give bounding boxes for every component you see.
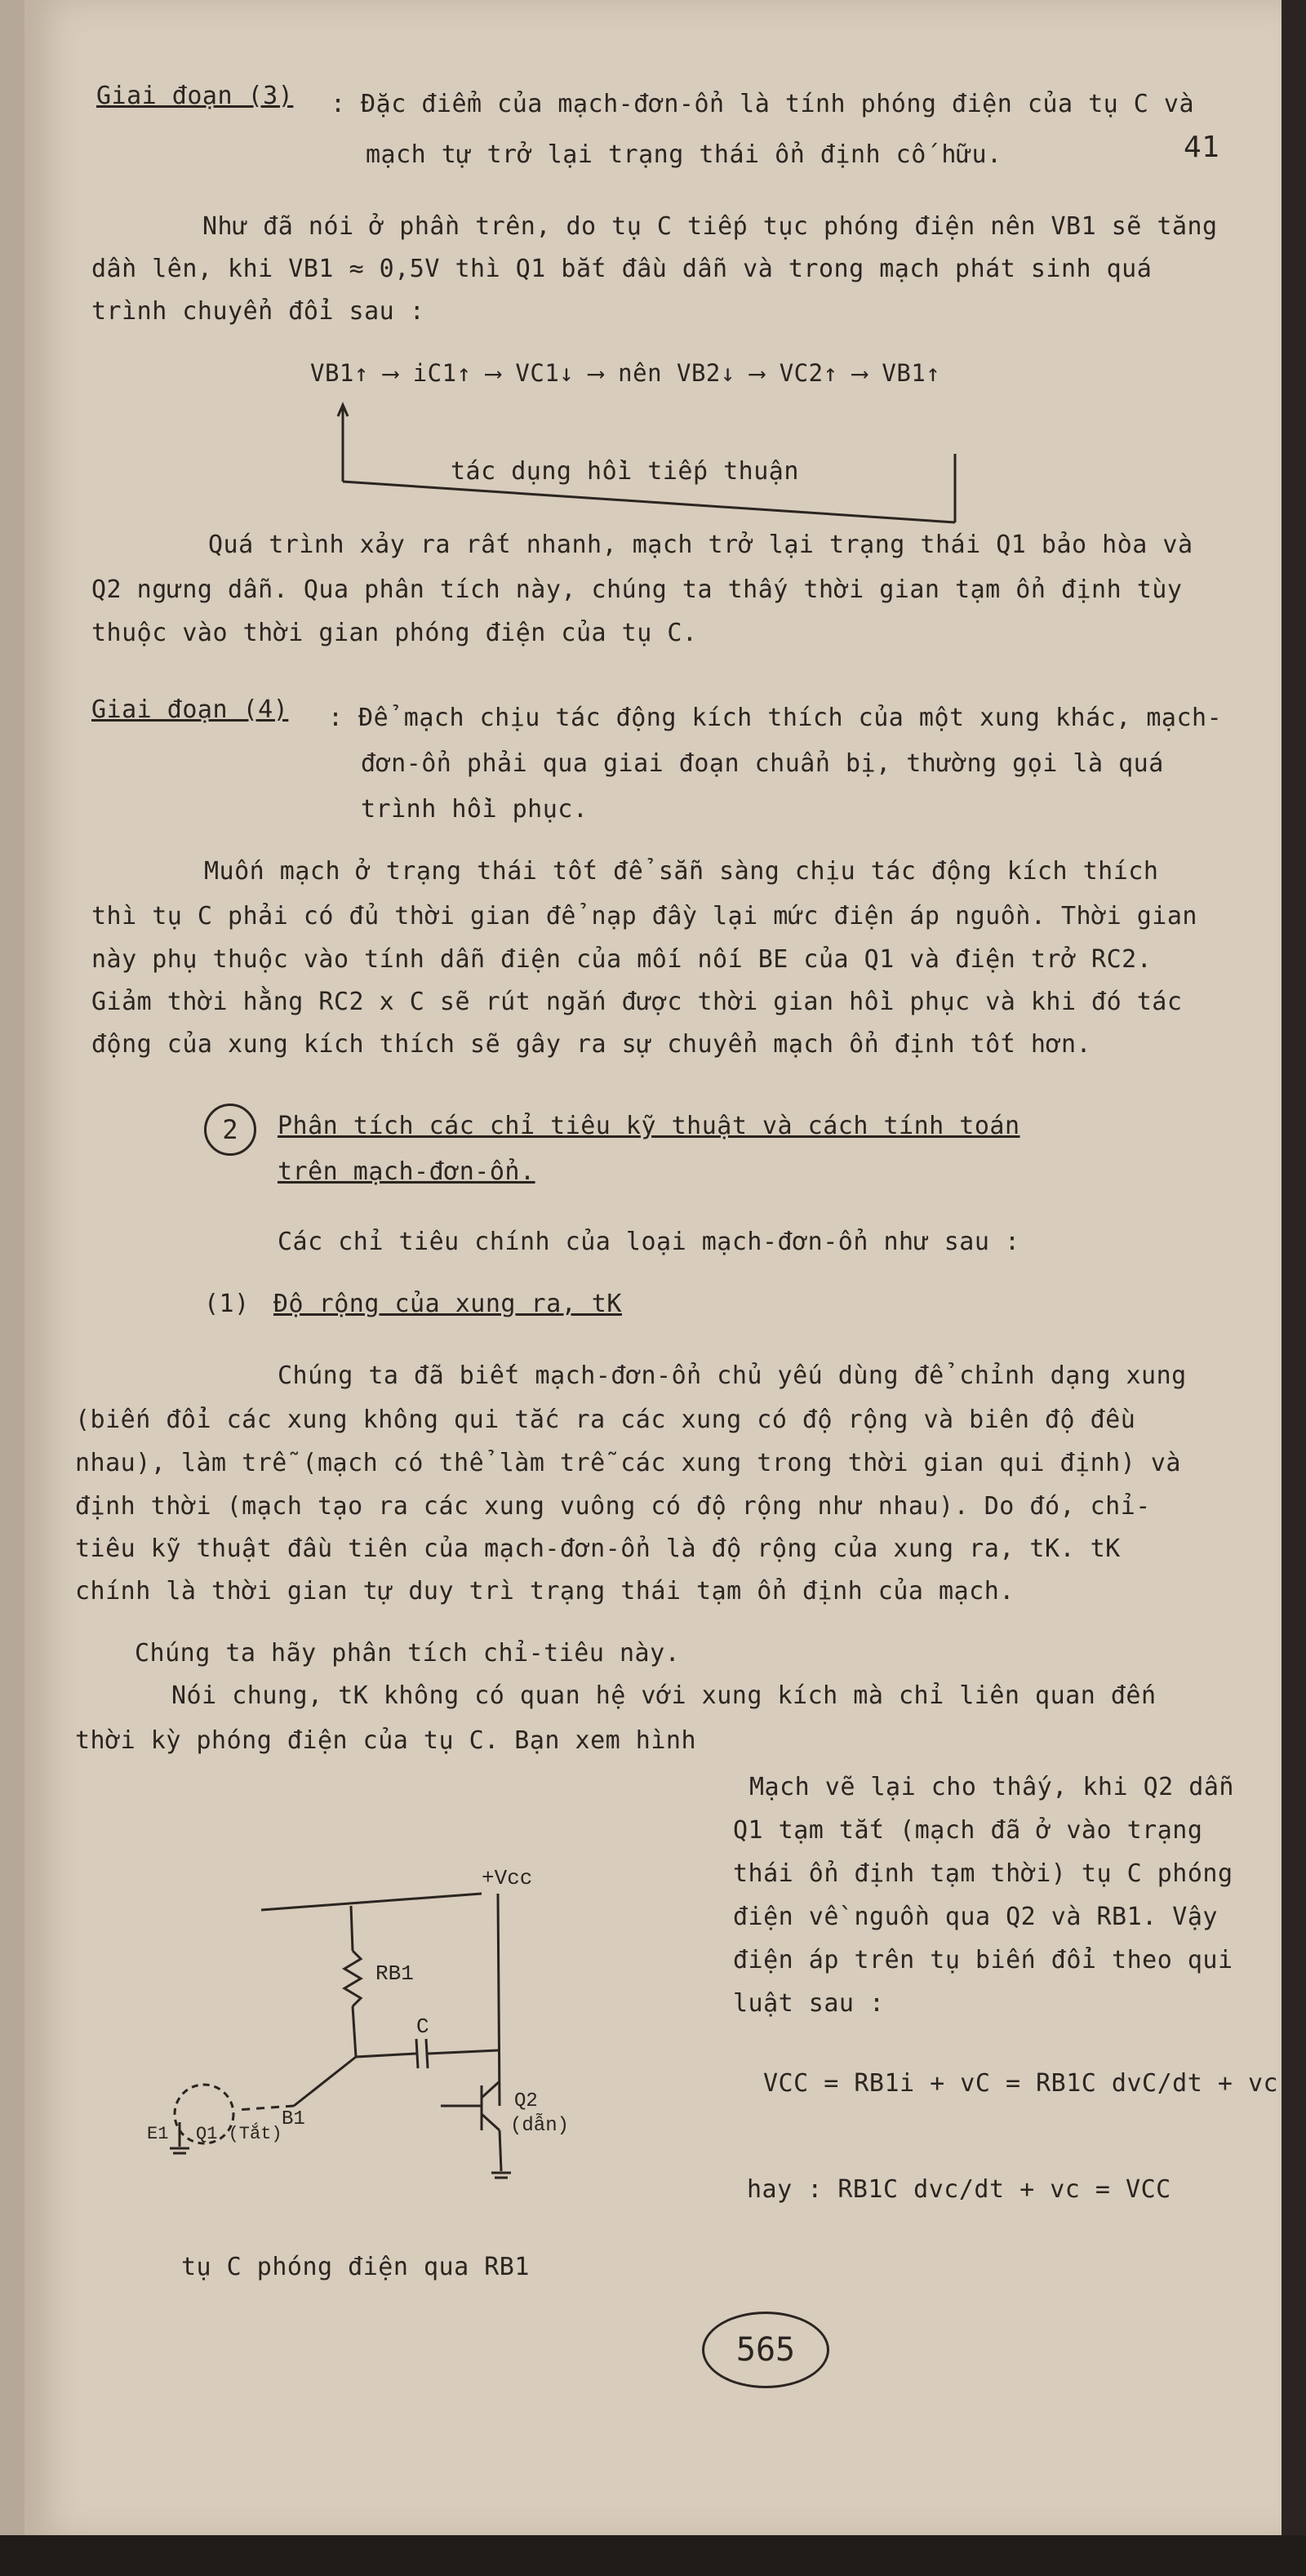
label-c: C [416,2014,429,2039]
feedback-label: tác dụng hồi tiếp thuận [451,457,799,486]
right-col-l6: luật sau : [733,1989,885,2018]
label-q2-state: (dẫn) [510,2115,570,2137]
stage4-line3: trình hồi phục. [361,795,589,824]
section2-p5: tiêu kỹ thuật đầu tiên của mạch-đơn-ổn là độ rộng của xung ra, tK. tK [75,1534,1121,1563]
section2-intro: Các chỉ tiêu chính của loại mạch-đơn-ổn như sau : [278,1228,1020,1256]
right-col-l2: Q1 tạm tắt (mạch đã ở vào trạng [733,1816,1203,1845]
subheading-number: (1) [204,1290,250,1318]
right-col-l3: thái ổn định tạm thời) tụ C phóng [733,1859,1233,1888]
circuit-diagram [147,1861,637,2228]
section2-p2: (biến đổi các xung không qui tắc ra các xung có độ rộng và biên độ đều [75,1406,1136,1434]
stage4-p1: Muốn mạch ở trạng thái tốt để sẵn sàng chịu tác động kích thích [204,857,1159,886]
section2-p8: Nói chung, tK không có quan hệ với xung kích mà chỉ liên quan đến [171,1681,1157,1710]
section2-p6: chính là thời gian tự duy trì trạng thái tạm ổn định của mạch. [75,1577,1015,1606]
stage4-heading: Giai đoạn (4) [91,695,289,724]
section2-title1: Phân tích các chỉ tiêu kỹ thuật và cách tính toán [278,1112,1020,1140]
stage4-p4: Giảm thời hằng RC2 x C sẽ rút ngắn được thời gian hồi phục và khi đó tác [91,988,1183,1016]
equation-1: VCC = RB1i + vC = RB1C dvC/dt + vc [763,2069,1279,2098]
section2-p7: Chúng ta hãy phân tích chỉ-tiêu này. [135,1639,681,1668]
label-rb1: RB1 [375,1961,414,1986]
stage4-p3: này phụ thuộc vào tính dẫn điện của mối nối BE của Q1 và điện trở RC2. [91,945,1153,974]
stage3-p3: trình chuyển đổi sau : [91,297,425,326]
stage3-after-p1: Quá trình xảy ra rất nhanh, mạch trở lại trạng thái Q1 bảo hòa và [208,531,1193,559]
stage4-line1: : Để mạch chịu tác động kích thích của một xung khác, mạch- [328,704,1223,732]
stage3-p2: dần lên, khi VB1 ≈ 0,5V thì Q1 bắt đầu dẫn và trong mạch phát sinh quá [91,255,1153,283]
stage4-line2: đơn-ổn phải qua giai đoạn chuẩn bị, thường gọi là quá [361,749,1164,778]
equation-2: hay : RB1C dvc/dt + vc = VCC [747,2175,1171,2204]
circuit-caption: tụ C phóng điện qua RB1 [181,2253,530,2281]
label-b1: B1 [282,2108,305,2130]
stage4-p2: thì tụ C phải có đủ thời gian để nạp đầy lại mức điện áp nguồn. Thời gian [91,902,1197,930]
page-stamp: 565 [702,2312,829,2388]
stage3-line1: : Đặc điểm của mạch-đơn-ổn là tính phóng điện của tụ C và [331,90,1195,118]
stage3-p1: Như đã nói ở phần trên, do tụ C tiếp tục phóng điện nên VB1 sẽ tăng [202,212,1218,241]
subheading-title: Độ rộng của xung ra, tK [273,1290,622,1318]
feedback-chain: VB1↑ ⟶ iC1↑ ⟶ VC1↓ ⟶ nên VB2↓ ⟶ VC2↑ ⟶ VB1↑ [310,359,941,387]
section2-p3: nhau), làm trễ (mạch có thể làm trễ các xung trong thời gian qui định) và [75,1449,1181,1477]
stage3-after-p3: thuộc vào thời gian phóng điện của tụ C. [91,619,698,647]
section-number-circle: 2 [204,1104,256,1156]
section2-p1: Chúng ta đã biết mạch-đơn-ổn chủ yếu dùng để chỉnh dạng xung [278,1361,1187,1390]
stage4-p5: động của xung kích thích sẽ gây ra sự chuyển mạch ổn định tốt hơn. [91,1030,1092,1059]
page-number: 41 [1184,131,1220,164]
right-col-l5: điện áp trên tụ biến đổi theo qui [733,1946,1233,1974]
right-col-l4: điện về nguồn qua Q2 và RB1. Vậy [733,1903,1218,1931]
section2-p9: thời kỳ phóng điện của tụ C. Bạn xem hình [75,1726,697,1755]
label-q1: Q1 (Tắt) [196,2124,282,2144]
label-q2: Q2 [514,2090,538,2112]
stage3-heading: Giai đoạn (3) [96,82,294,110]
section2-title2: trên mạch-đơn-ổn. [278,1157,535,1186]
bottom-background [0,2535,1306,2576]
stage3-after-p2: Q2 ngưng dẫn. Qua phân tích này, chúng ta thấy thời gian tạm ổn định tùy [91,575,1183,604]
section2-p4: định thời (mạch tạo ra các xung vuông có độ rộng như nhau). Do đó, chỉ- [75,1492,1151,1521]
label-vcc: +Vcc [482,1866,533,1890]
right-col-l1: Mạch vẽ lại cho thấy, khi Q2 dẫn [749,1773,1234,1801]
label-e1: E1 [147,2124,169,2144]
stage3-line2: mạch tự trở lại trạng thái ổn định cố hữu. [366,140,1002,169]
